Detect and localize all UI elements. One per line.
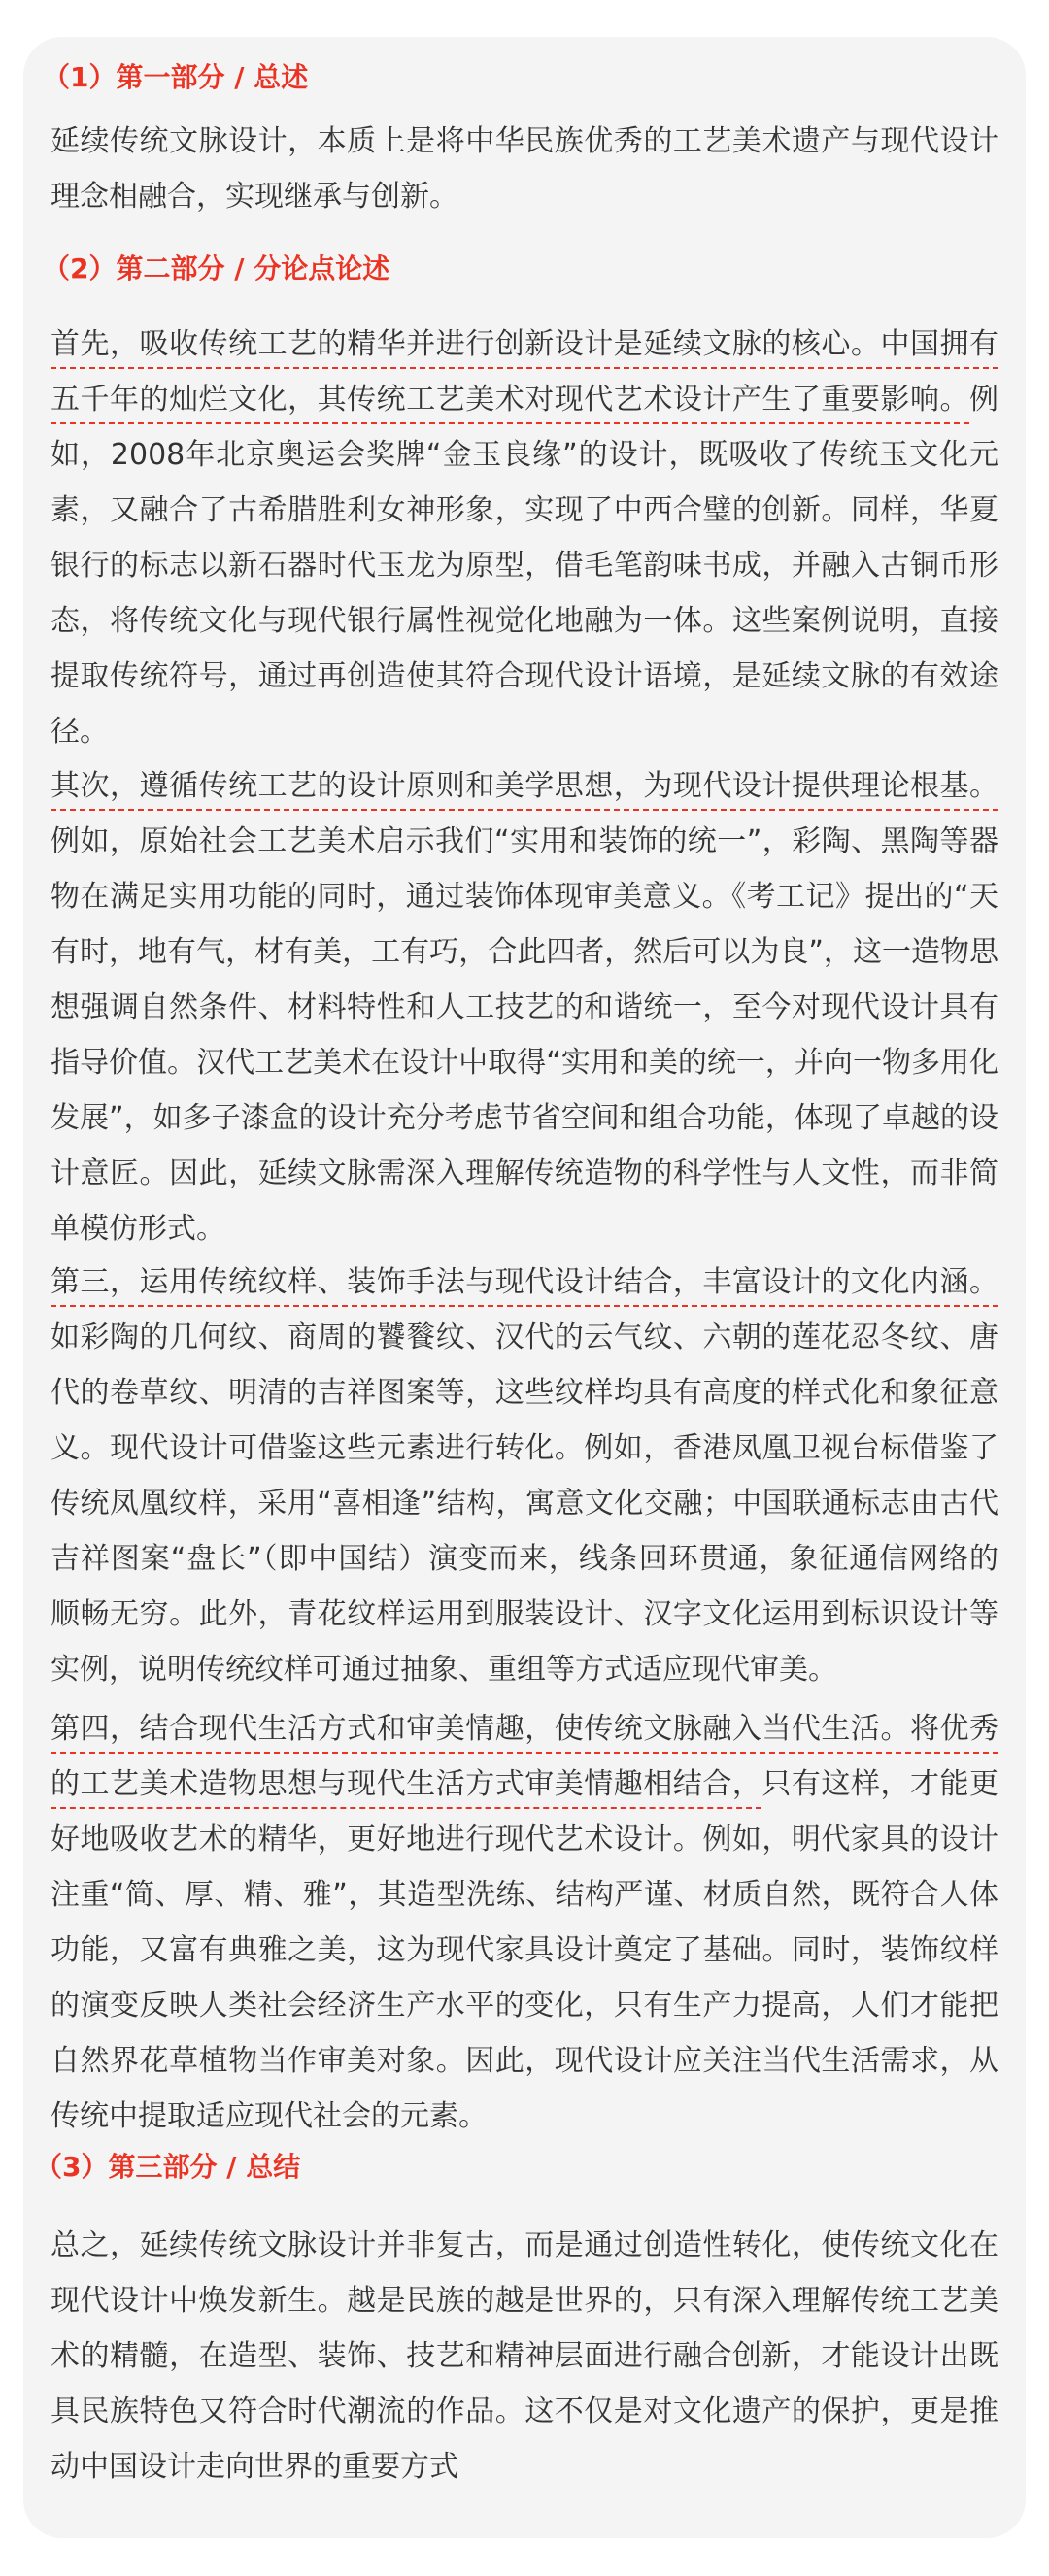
point-paragraph-3 [51, 1255, 998, 1697]
section-heading-1: （1）第一部分 / 总述 [43, 61, 309, 93]
point-paragraph-4 [51, 1701, 998, 2144]
point-4-thesis: 第四，结合现代生活方式和审美情趣，使传统文脉融入当代生活。将优秀的工艺美术造物思想与现代生活方式审美情趣相结合， [51, 1712, 998, 1801]
point-paragraph-1 [51, 317, 998, 759]
point-2-body: 例如，原始社会工艺美术启示我们“实用和装饰的统一”，彩陶、黑陶等器物在满足实用功能的同时，通过装饰体现审美意义。《考工记》提出的“天有时，地有气，材有美，工有巧，合此四者，然后可以为良”，这一造物思想强调自然条件、材料特性和人工技艺的和谐统一，至今对现代设计具有指导价值。汉代工艺美术在设计中取得“实用和美的统一，并向一物多用化发展”，如多子漆盒的设计充分考虑节省空间和组合功能，体现了卓越的设计意匠。因此，延续文脉需深入理解传统造物的科学性与人文性，而非简单模仿形式。 [51, 824, 998, 1246]
point-3-thesis: 第三，运用传统纹样、装饰手法与现代设计结合，丰富设计的文化内涵。 [51, 1265, 998, 1299]
section-heading-3: （3）第三部分 / 总结 [35, 2151, 301, 2183]
point-paragraph-2 [51, 758, 998, 1256]
point-1-body: 例如，2008年北京奥运会奖牌“金玉良缘”的设计，既吸收了传统玉文化元素，又融合了古希腊胜利女神形象，实现了中西合璧的创新。同样，华夏银行的标志以新石器时代玉龙为原型，借毛笔韵味书成，并融入古铜币形态，将传统文化与现代银行属性视觉化地融为一体。这些案例说明，直接提取传统符号，通过再创造使其符合现代设计语境，是延续文脉的有效途径。 [51, 383, 998, 749]
section-heading-2: （2）第二部分 / 分论点论述 [43, 252, 390, 284]
point-4-body: 只有这样，才能更好地吸收艺术的精华，更好地进行现代艺术设计。例如，明代家具的设计注重“简、厚、精、雅”，其造型洗练、结构严谨、材质自然，既符合人体功能，又富有典雅之美，这为现代家具设计奠定了基础。同时，装饰纹样的演变反映人类社会经济生产水平的变化，只有生产力提高，人们才能把自然界花草植物当作审美对象。因此，现代设计应关注当代生活需求，从传统中提取适应现代社会的元素。 [51, 1767, 999, 2133]
point-3-body: 如彩陶的几何纹、商周的饕餮纹、汉代的云气纹、六朝的莲花忍冬纹、唐代的卷草纹、明清的吉祥图案等，这些纹样均具有高度的样式化和象征意义。现代设计可借鉴这些元素进行转化。例如，香港凤凰卫视台标借鉴了传统凤凰纹样，采用“喜相逢”结构，寓意文化交融；中国联通标志由古代吉祥图案“盘长”（即中国结）演变而来，线条回环贯通，象征通信网络的顺畅无穷。此外，青花纹样运用到服装设计、汉字文化运用到标识设计等实例，说明传统纹样可通过抽象、重组等方式适应现代审美。 [51, 1321, 998, 1687]
point-2-thesis: 其次，遵循传统工艺的设计原则和美学思想，为现代设计提供理论根基。 [51, 769, 998, 803]
overview-paragraph: 延续传统文脉设计，本质上是将中华民族优秀的工艺美术遗产与现代设计理念相融合，实现继承与创新。 [51, 124, 998, 214]
conclusion-paragraph: 总之，延续传统文脉设计并非复古，而是通过创造性转化，使传统文化在现代设计中焕发新生。越是民族的越是世界的，只有深入理解传统工艺美术的精髓，在造型、装饰、技艺和精神层面进行融合创新，才能设计出既具民族特色又符合时代潮流的作品。这不仅是对文化遗产的保护，更是推动中国设计走向世界的重要方式 [51, 2228, 998, 2484]
point-1-thesis: 首先，吸收传统工艺的精华并进行创新设计是延续文脉的核心。中国拥有五千年的灿烂文化，其传统工艺美术对现代艺术设计产生了重要影响。 [51, 327, 998, 417]
